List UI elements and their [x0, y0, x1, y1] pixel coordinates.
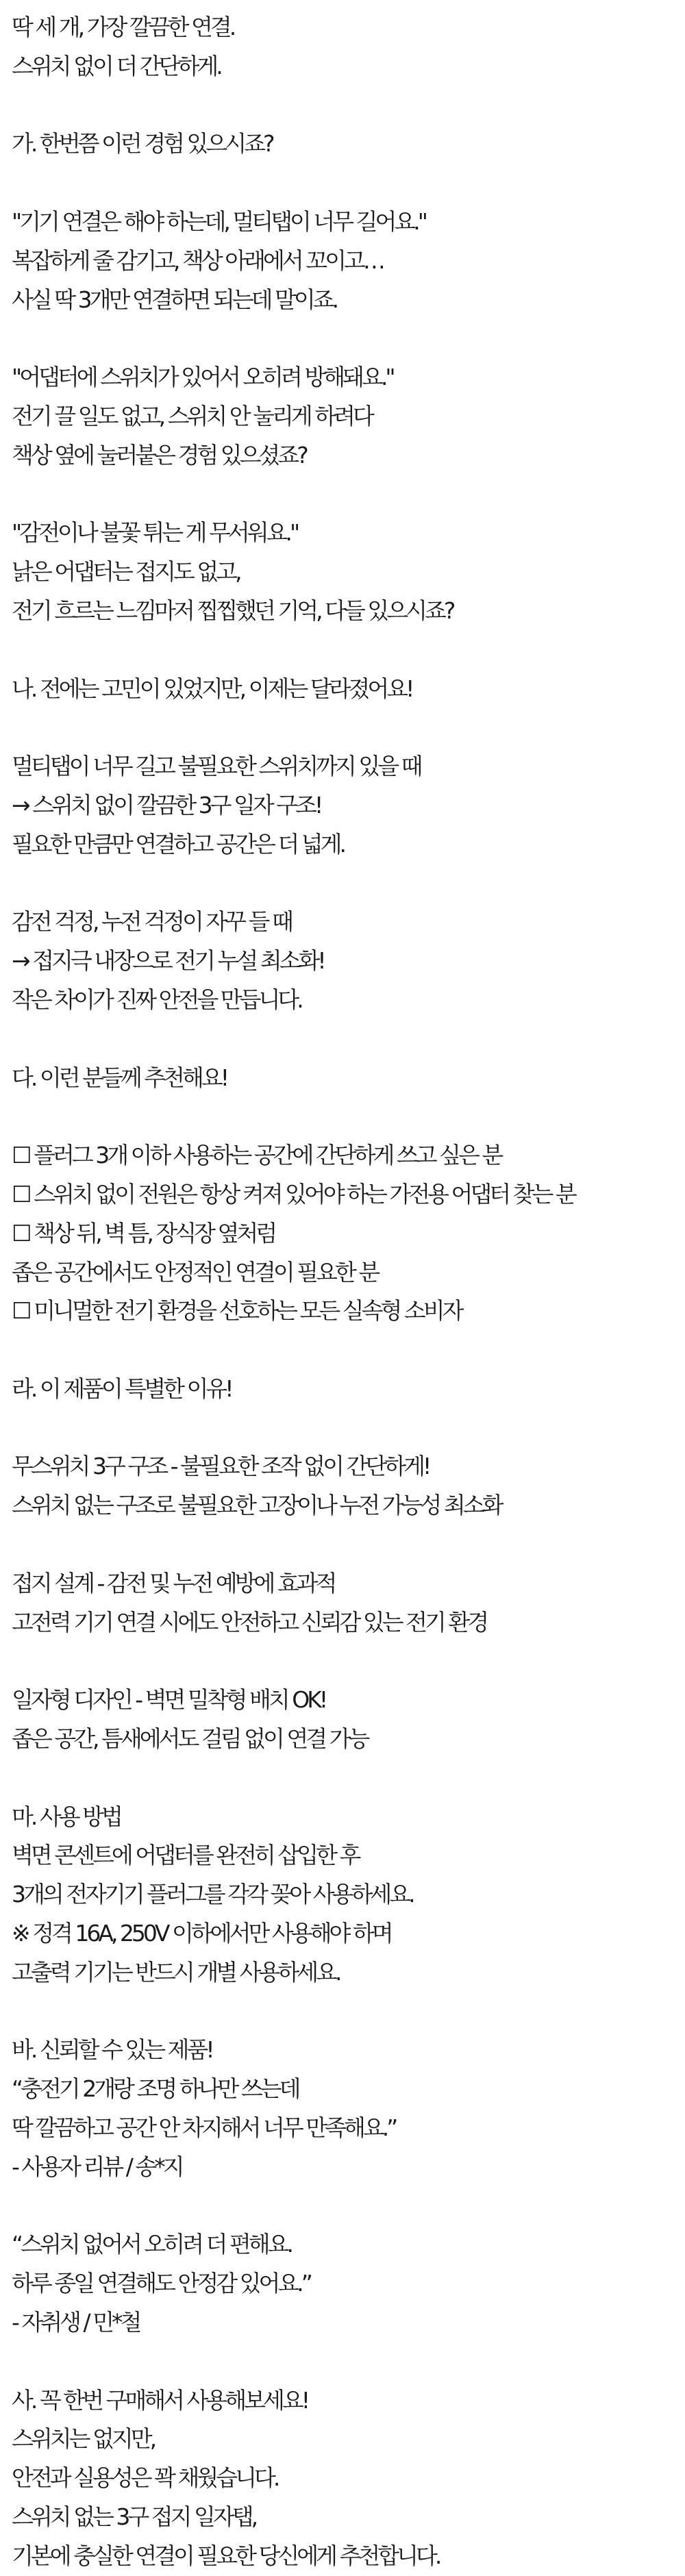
text-line: ☐ 플러그 3개 이하 사용하는 공간에 간단하게 쓰고 싶은 분 [12, 1142, 501, 1169]
text-line: 고전력 기기 연결 시에도 안전하고 신뢰감 있는 전기 환경 [12, 1608, 487, 1636]
text-line: 좁은 공간에서도 안정적인 연결이 필요한 분 [12, 1258, 378, 1286]
blank-line [12, 86, 676, 125]
text-line: “충전기 2개랑 조명 하나만 쓰는데 [12, 2075, 299, 2103]
text-line: 좁은 공간, 틈새에서도 걸림 없이 연결 가능 [12, 1725, 368, 1753]
text-line: 마. 사용 방법 [12, 1803, 121, 1830]
text-line: 안전과 실용성은 꽉 채웠습니다. [12, 2464, 278, 2492]
text-line: ☐ 책상 뒤, 벽 틈, 장식장 옆처럼 [12, 1219, 275, 1247]
text-line: 벽면 콘센트에 어댑터를 완전히 삽입한 후 [12, 1842, 359, 1869]
text-line: 딱 세 개, 가장 깔끔한 연결. [12, 14, 234, 40]
text-line: → 접지극 내장으로 전기 누설 최소화! [12, 947, 324, 975]
blank-line [12, 1992, 676, 2031]
text-line: 작은 차이가 진짜 안전을 만듭니다. [12, 986, 301, 1013]
text-line: 스위치 없이 더 간단하게. [12, 52, 221, 79]
blank-line [12, 475, 676, 514]
text-line: 기본에 충실한 연결이 필요한 당신에게 추천합니다. [12, 2542, 440, 2569]
text-line: 접지 설계 - 감전 및 누전 예방에 효과적 [12, 1569, 335, 1597]
text-line: 사실 딱 3개만 연결하면 되는데 말이죠. [12, 286, 337, 313]
text-line: 고출력 기기는 반드시 개별 사용하세요. [12, 1958, 340, 1986]
blank-line [12, 164, 676, 203]
blank-line [12, 1020, 676, 1059]
text-line: ☐ 스위치 없이 전원은 항상 켜져 있어야 하는 가전용 어댑터 찾는 분 [12, 1180, 575, 1208]
blank-line [12, 864, 676, 903]
text-line: 스위치는 없지만, [12, 2425, 155, 2453]
text-line: ※ 정격 16A, 250V 이하에서만 사용해야 하며 [12, 1920, 391, 1947]
text-line: 일자형 디자인 - 벽면 밀착형 배치 OK! [12, 1686, 326, 1714]
product-description-text [12, 8, 676, 2576]
text-line: 라. 이 제품이 특별한 이유! [12, 1375, 232, 1402]
text-line: 스위치 없는 구조로 불필요한 고장이나 누전 가능성 최소화 [12, 1492, 501, 1519]
blank-line [12, 1331, 676, 1370]
text-line: → 스위치 없이 깔끔한 3구 일자 구조! [12, 791, 321, 818]
text-line: - 자취생 / 민*철 [12, 2309, 140, 2336]
text-line: 3개의 전자기기 플러그를 각각 꽂아 사용하세요. [12, 1881, 413, 1908]
text-line: ☐ 미니멀한 전기 환경을 선호하는 모든 실속형 소비자 [12, 1297, 462, 1325]
text-line: 필요한 만큼만 연결하고 공간은 더 넓게. [12, 830, 344, 858]
text-line: 전기 끌 일도 없고, 스위치 안 눌리게 하려다 [12, 402, 372, 429]
text-line: 멀티탭이 너무 길고 불필요한 스위치까지 있을 때 [12, 753, 421, 780]
blank-line [12, 1642, 676, 1681]
text-line: 전기 흐르는 느낌마저 찝찝했던 기억, 다들 있으시죠? [12, 597, 453, 624]
text-line: "감전이나 불꽃 튀는 게 무서워요." [12, 519, 298, 547]
text-line: "기기 연결은 해야 하는데, 멀티탭이 너무 길어요." [12, 208, 425, 235]
blank-line [12, 1409, 676, 1448]
text-line: "어댑터에 스위치가 있어서 오히려 방해돼요." [12, 364, 393, 391]
text-line: 낡은 어댑터는 접지도 없고, [12, 558, 240, 586]
text-line: 스위치 없는 3구 접지 일자탭, [12, 2503, 256, 2530]
text-line: 감전 걱정, 누전 걱정이 자꾸 들 때 [12, 908, 291, 936]
text-line: 사. 꼭 한번 구매해서 사용해보세요! [12, 2386, 308, 2414]
text-line: - 사용자 리뷰 / 송*지 [12, 2153, 182, 2180]
text-line: “스위치 없어서 오히려 더 편해요. [12, 2231, 291, 2258]
text-line: 나. 전에는 고민이 있었지만, 이제는 달라졌어요! [12, 675, 412, 702]
text-line: 가. 한번쯤 이런 경험 있으시죠? [12, 130, 273, 158]
blank-line [12, 2342, 676, 2381]
text-line: 바. 신뢰할 수 있는 제품! [12, 2036, 212, 2064]
text-line: 무스위치 3구 구조 - 불필요한 조작 없이 간단하게! [12, 1453, 429, 1480]
text-line: 다. 이런 분들께 추천해요! [12, 1064, 227, 1091]
blank-line [12, 319, 676, 358]
text-line: 복잡하게 줄 감기고, 책상 아래에서 꼬이고… [12, 247, 383, 274]
text-line: 책상 옆에 눌러붙은 경험 있으셨죠? [12, 441, 306, 468]
blank-line [12, 1759, 676, 1798]
blank-line [12, 631, 676, 670]
blank-line [12, 2187, 676, 2226]
blank-line [12, 1525, 676, 1564]
text-line: 하루 종일 연결해도 안정감 있어요.” [12, 2270, 310, 2297]
blank-line [12, 1097, 676, 1136]
blank-line [12, 708, 676, 747]
text-line: 딱 깔끔하고 공간 안 차지해서 너무 만족해요.” [12, 2114, 396, 2142]
